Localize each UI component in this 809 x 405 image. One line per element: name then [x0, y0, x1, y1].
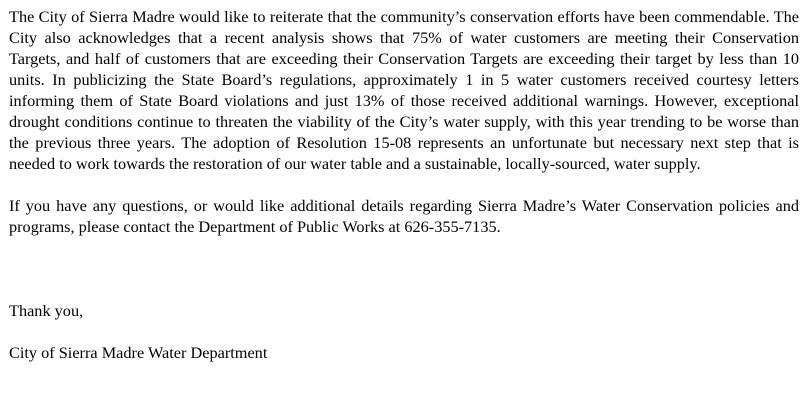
- signature-line: City of Sierra Madre Water Department: [9, 343, 268, 362]
- conservation-paragraph: The City of Sierra Madre would like to reiterate that the community’s conservation efforts have been commendable. The City also acknowledges that a recent analysis shows that 75% of water customers are meeting their Conservation Targets, and half of customers that are exceeding their Conservation Targets are exceeding their target by less than 10 units. In publicizing the State Board’s regulations, approximately 1 in 5 water customers received courtesy letters informing them of State Board violations and just 13% of those received additional warnings. However, exceptional drought conditions continue to threaten the viability of the City’s water supply, with this year trending to be worse than the previous three years. The adoption of Resolution 15-08 represents an unfortunate but necessary next step that is needed to work towards the restoration of our water table and a sustainable, locally-sourced, water supply.: [9, 7, 799, 173]
- contact-paragraph: If you have any questions, or would like additional details regarding Sierra Madre’s Water Conservation policies and programs, please contact the Department of Public Works at 626-355-7135.: [9, 196, 799, 236]
- letter-body: [9, 6, 799, 363]
- closing-line: Thank you,: [9, 301, 84, 320]
